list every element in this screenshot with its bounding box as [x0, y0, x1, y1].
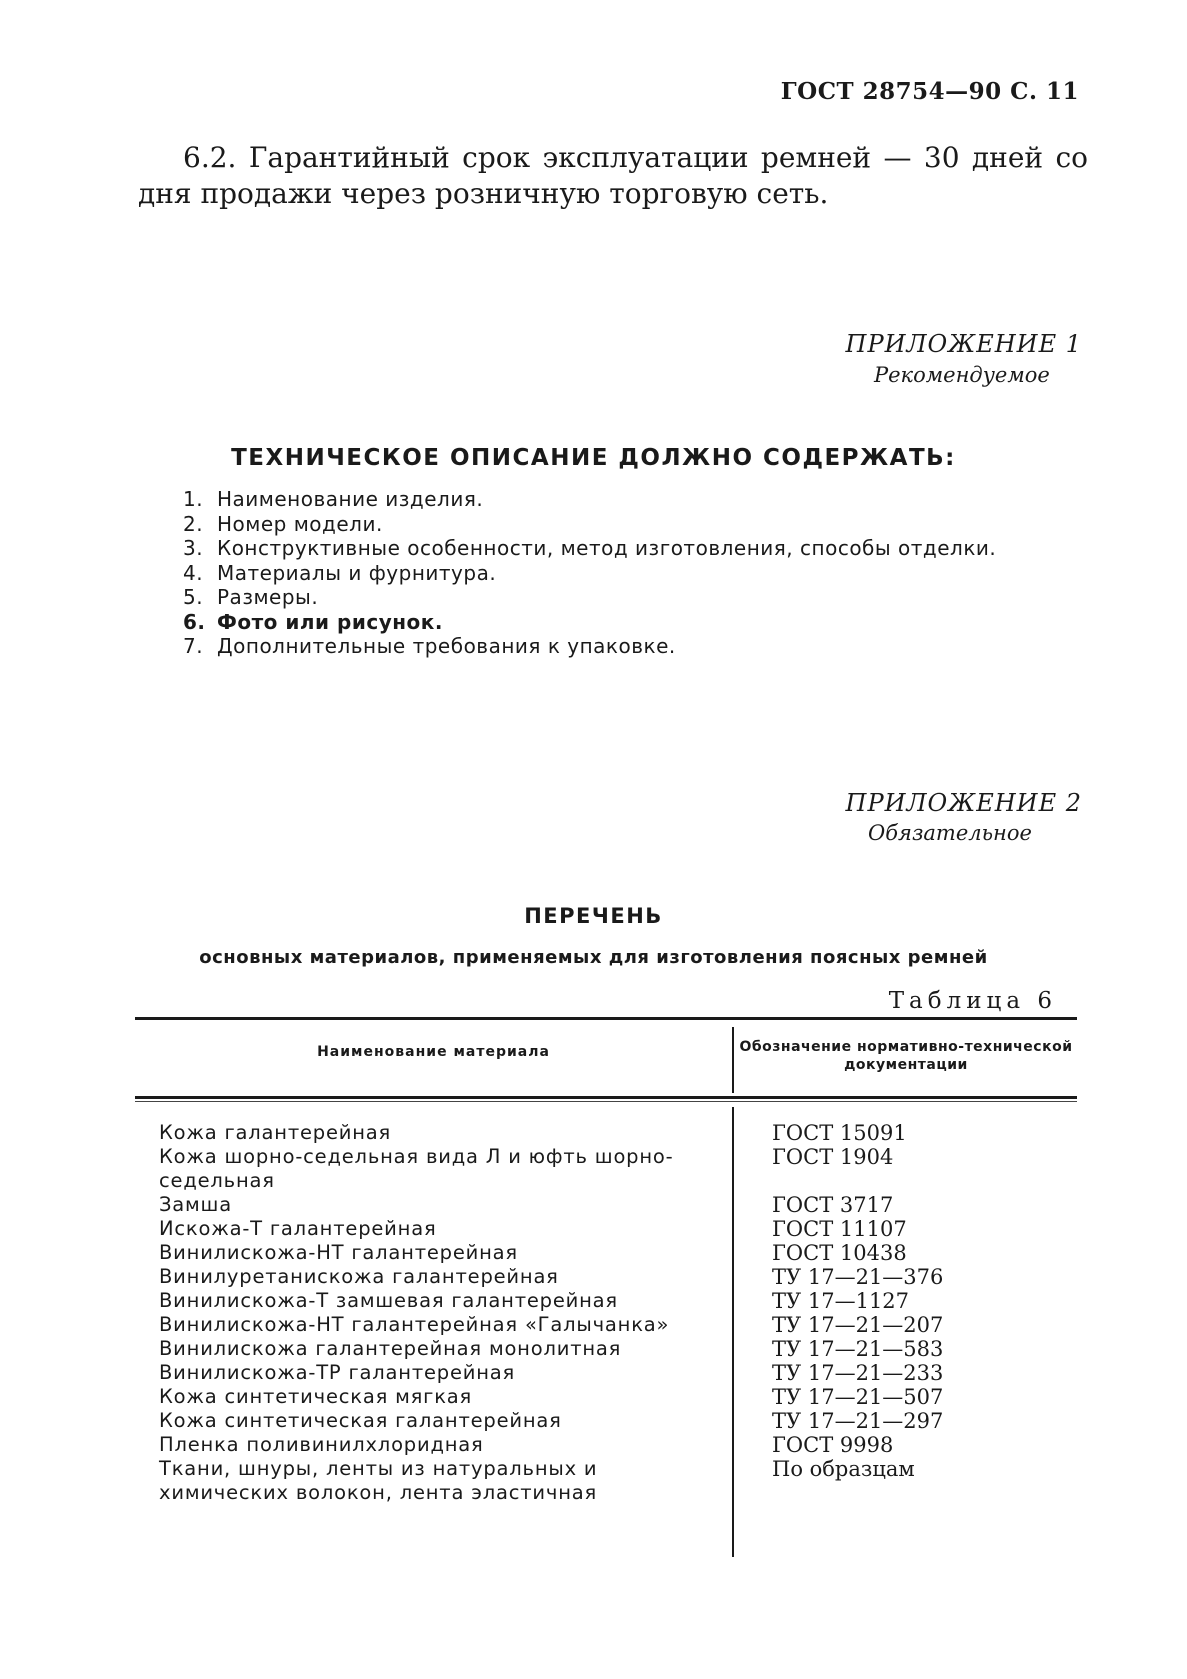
table-row: [135, 1409, 1077, 1433]
cell-material: Винилискожа галантерейная монолитная: [159, 1337, 622, 1360]
list-item: 7. Дополнительные требования к упаковке.: [183, 634, 676, 658]
appendix2-subheading: основных материалов, применяемых для изготовления поясных ремней: [199, 947, 988, 968]
appendix1-title: ПРИЛОЖЕНИЕ 1: [845, 330, 1082, 358]
table-header-rule-inner: [135, 1101, 1077, 1102]
list-item: 5. Размеры.: [183, 585, 319, 609]
table-row: [135, 1361, 1077, 1385]
cell-material: Кожа синтетическая мягкая: [159, 1385, 473, 1408]
table-row: [135, 1121, 1077, 1145]
table-row: [135, 1145, 1077, 1193]
table-row: [135, 1457, 1077, 1505]
cell-document: ТУ 17—1127: [772, 1289, 910, 1313]
column-header-document: Обозначение нормативно-технической документации: [739, 1039, 1073, 1073]
cell-document: ГОСТ 1904: [772, 1145, 894, 1169]
cell-document: ТУ 17—21—507: [772, 1385, 944, 1409]
appendix1-status: Рекомендуемое: [874, 363, 1050, 387]
cell-document: ТУ 17—21—207: [772, 1313, 944, 1337]
table-row: [135, 1313, 1077, 1337]
cell-material: Винилискожа-НТ галантерейная: [159, 1241, 518, 1264]
column-header-material: Наименование материала: [317, 1044, 550, 1060]
table-row: [135, 1385, 1077, 1409]
cell-document: По образцам: [772, 1457, 915, 1481]
list-item: 3. Конструктивные особенности, метод изготовления, способы отделки.: [183, 536, 997, 560]
page-header: ГОСТ 28754—90 С. 11: [780, 78, 1079, 105]
cell-material: Замша: [159, 1193, 232, 1216]
cell-material: Кожа синтетическая галантерейная: [159, 1409, 562, 1432]
appendix1-heading: ТЕХНИЧЕСКОЕ ОПИСАНИЕ ДОЛЖНО СОДЕРЖАТЬ:: [231, 445, 956, 471]
cell-material: Винилискожа-ТР галантерейная: [159, 1361, 516, 1384]
cell-document: ТУ 17—21—583: [772, 1337, 944, 1361]
cell-document: ГОСТ 15091: [772, 1121, 907, 1145]
cell-document: ТУ 17—21—297: [772, 1409, 944, 1433]
cell-document: ТУ 17—21—233: [772, 1361, 944, 1385]
cell-document: ГОСТ 10438: [772, 1241, 907, 1265]
cell-document: ТУ 17—21—376: [772, 1265, 944, 1289]
table-caption: Таблица 6: [888, 988, 1057, 1014]
appendix2-status: Обязательное: [868, 821, 1032, 845]
cell-document: ГОСТ 3717: [772, 1193, 894, 1217]
cell-material: Винилуретанискожа галантерейная: [159, 1265, 559, 1288]
table-row: [135, 1193, 1077, 1217]
table-header-divider: [732, 1027, 734, 1093]
cell-document: ГОСТ 11107: [772, 1217, 907, 1241]
table-top-rule: [135, 1017, 1077, 1020]
cell-material: Кожа шорно-седельная вида Л и юфть шорно-седельная: [159, 1145, 674, 1192]
list-item: 4. Материалы и фурнитура.: [183, 560, 497, 585]
appendix2-heading: ПЕРЕЧЕНЬ: [524, 904, 663, 928]
cell-material: Винилискожа-Т замшевая галантерейная: [159, 1289, 618, 1312]
table-row: [135, 1265, 1077, 1289]
table-row: [135, 1289, 1077, 1313]
cell-material: Ткани, шнуры, ленты из натуральных и химических волокон, лента эластичная: [159, 1457, 598, 1504]
table-header-rule: [135, 1096, 1077, 1099]
cell-material: Кожа галантерейная: [159, 1121, 392, 1144]
list-item: 2. Номер модели.: [183, 511, 383, 536]
cell-material: Искожа-Т галантерейная: [159, 1217, 437, 1240]
appendix2-title: ПРИЛОЖЕНИЕ 2: [845, 789, 1082, 817]
table-row: [135, 1433, 1077, 1457]
tech-description-list: [183, 487, 996, 659]
table-body: [135, 1121, 1077, 1505]
cell-material: Пленка поливинилхлоридная: [159, 1433, 484, 1456]
table-row: [135, 1217, 1077, 1241]
list-item: 6. Фото или рисунок.: [183, 609, 443, 634]
table-row: [135, 1337, 1077, 1361]
table-row: [135, 1241, 1077, 1265]
warranty-paragraph: 6.2. Гарантийный срок эксплуатации ремней — 30 дней со дня продажи через розничную торговую сеть.: [138, 141, 1088, 210]
cell-material: Винилискожа-НТ галантерейная «Галычанка»: [159, 1313, 670, 1336]
list-item: 1. Наименование изделия.: [183, 487, 484, 511]
cell-document: ГОСТ 9998: [772, 1433, 894, 1457]
